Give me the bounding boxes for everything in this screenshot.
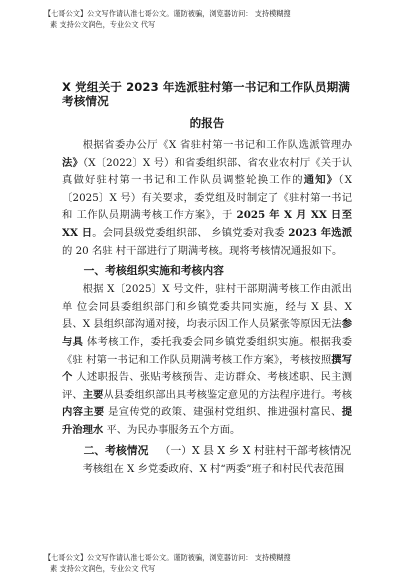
bold-run: 参与具 — [62, 318, 352, 348]
text-run: 根据省委办公厅《X 省驻村第一书记和工作队选派管理办 — [82, 139, 352, 151]
text-run: 从县委组织部出具考核鉴定意见的方法程序进行。考核 — [103, 388, 352, 401]
bold-run: 2025 年 X 月 XX 日至 XX 日 — [62, 209, 352, 239]
paragraph-assessment: 考核组在 X 乡党委政府、X 村“两委”班子和村民代表范围 — [82, 462, 345, 475]
section-heading-1: 一、考核组织实施和考核内容 — [83, 264, 224, 278]
text-run: 人述职报告、张贴考核预告、走访群众、考核述职、民主测评、 — [62, 371, 352, 401]
text-run: 体考核工作，委托我委会同乡镇党委组织实施。根据我委《驻 村第一书记和工作队员期满考核工作方案》，考核按照 — [62, 335, 353, 366]
bold-run: 主要 — [82, 388, 104, 401]
document-subtitle: 的报告 — [189, 116, 225, 130]
banner-line-1: 【七哥公文】公文写作请认准七哥公文。谨防被骗，浏览器访问： 支持模糊搜 — [44, 553, 291, 562]
heading-label: 二、考核情况 — [83, 443, 149, 457]
banner-line-1: 【七哥公文】公文写作请认准七哥公文。谨防被骗，浏览器访问： 支持模糊搜 — [44, 9, 291, 18]
text-run: 根据 X〔2025〕X 号文件，驻村干部期满考核工作由派出单 位会同县委组织部门和乡镇党委共同实施，经与 X 县、X 县、X 县组织部沟通对接，均表示因工作人员紧张等原因无法 — [62, 283, 352, 331]
section-heading-2 — [62, 441, 352, 460]
bold-run: 法》 — [62, 156, 83, 169]
text-run: 是宣传党的政策、建强村党组织、推进强村富民、 — [104, 406, 342, 419]
paragraph-intro — [62, 137, 352, 260]
bold-run: 2023 年选派 — [288, 226, 352, 239]
text-run: 平、为民办事服务五个方面。 — [103, 423, 241, 436]
banner-line-2: 素 支持公文润色，专业公文 代写 — [50, 20, 156, 29]
bold-run: 撰写个 — [62, 353, 353, 384]
text-run: 。会同县级党委组织部、 乡镇党委对我委 — [92, 226, 289, 239]
bold-run: 通知》 — [303, 174, 339, 187]
footer-banner — [44, 552, 384, 574]
text-run: （X 〔2025〕X 号）有关要求，委党组及时制定了《驻村第一书记和 工作队员期满考核工作方案》，于 — [62, 174, 353, 222]
bold-run: 内容主要 — [62, 406, 105, 419]
text-run: （X〔2022〕X 号）和省委组织部、省农业农村厅《关于认 真做好驻村第一书记和工作队员调整轮换工作的 — [62, 156, 353, 187]
bold-run: 提升治理水 — [62, 406, 352, 436]
paragraph-organization — [62, 281, 352, 439]
document-body — [62, 80, 352, 478]
text-run: 的 20 名驻 村干部进行了期满考核。现将考核情况通报如下。 — [62, 244, 343, 257]
document-title: X 党组关于 2023 年选派驻村第一书记和工作队员期满考核情况 — [62, 80, 350, 108]
banner-line-2: 素 支持公文润色，专业公文 代写 — [50, 564, 156, 573]
header-banner — [44, 8, 384, 30]
subsection-heading: （一）X 县 X 乡 X 村驻村干部考核情况 — [159, 443, 352, 457]
